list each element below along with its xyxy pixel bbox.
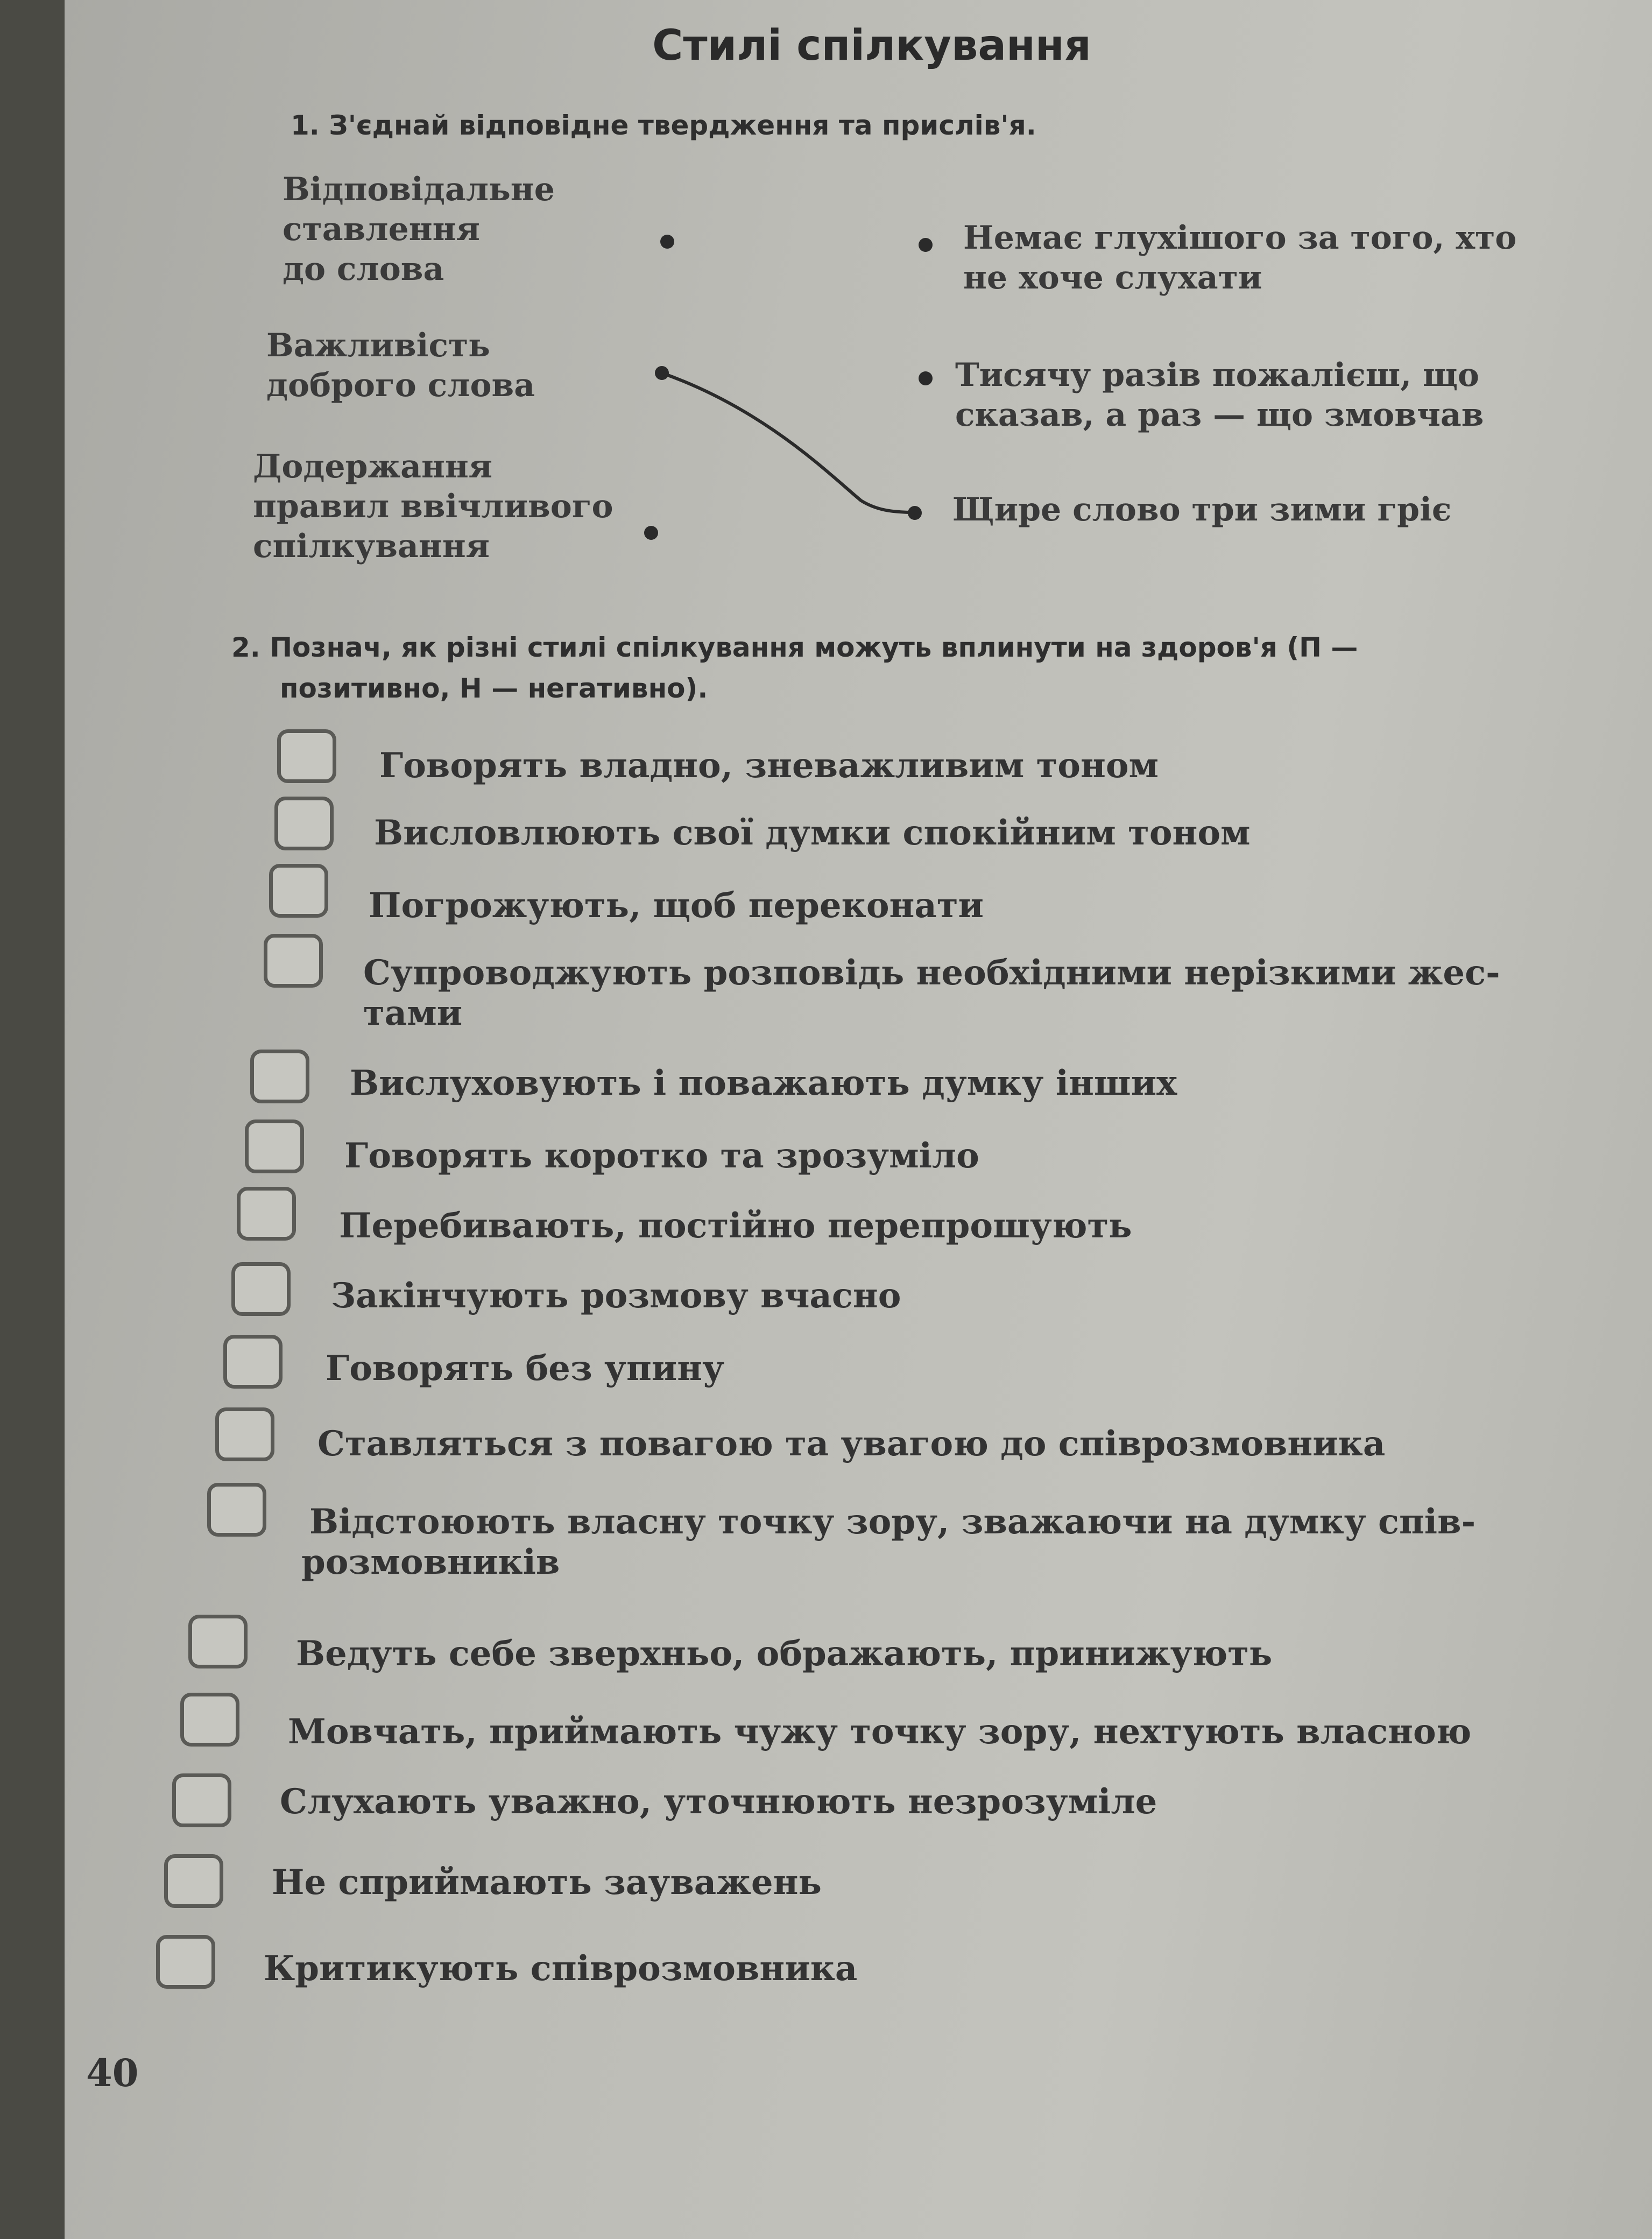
proverb-right-2-line: сказав, а раз — що змовчав <box>955 396 1484 434</box>
style-item: Вислуховують і поважають думку інших <box>350 1063 1177 1103</box>
task2-heading-line: 2. Познач, як різні стилі спілкування можуть вплинути на здоров'я (П — <box>231 632 1358 663</box>
statement-left-1-line: Відповідальне <box>283 171 555 208</box>
style-item: Ставляться з повагою та увагою до співрозмовника <box>317 1424 1386 1464</box>
proverb-right-1-line: не хоче слухати <box>963 259 1262 297</box>
style-item: Ведуть себе зверхньо, ображають, принижують <box>296 1634 1273 1674</box>
statement-left-2-line: доброго слова <box>266 367 535 404</box>
proverb-right-3-line: Щире слово три зими гріє <box>952 491 1452 529</box>
answer-box[interactable] <box>172 1773 231 1827</box>
style-item: Говорять владно, зневажливим тоном <box>379 745 1159 786</box>
answer-box[interactable] <box>250 1050 309 1103</box>
task1-heading: 1. З'єднай відповідне твердження та прислів'я. <box>291 110 1036 141</box>
style-item: Мовчать, приймають чужу точку зору, нехтують власною <box>288 1712 1472 1752</box>
answer-box[interactable] <box>274 797 334 850</box>
answer-box[interactable] <box>215 1407 274 1461</box>
answer-box[interactable] <box>264 934 323 988</box>
statement-left-3-line: правил ввічливого <box>253 488 613 525</box>
answer-box[interactable] <box>269 864 328 918</box>
style-item: Висловлюють свої думки спокійним тоном <box>374 813 1251 853</box>
style-item: Супроводжують розповідь необхідними нерізкими жес- <box>363 953 1500 993</box>
answer-box[interactable] <box>237 1187 296 1241</box>
style-item: Закінчують розмову вчасно <box>331 1276 901 1316</box>
answer-box[interactable] <box>231 1262 291 1316</box>
style-item: Слухають уважно, уточнюють незрозуміле <box>280 1782 1157 1822</box>
answer-box[interactable] <box>180 1693 239 1747</box>
style-item: Говорять без упину <box>326 1348 725 1389</box>
statement-left-3-line: спілкування <box>253 527 490 565</box>
statement-left-1-line: ставлення <box>283 210 480 248</box>
answer-box[interactable] <box>164 1854 223 1908</box>
proverb-right-2-line: Тисячу разів пожалієш, що <box>955 356 1479 394</box>
style-item: Погрожують, щоб переконати <box>369 885 984 926</box>
style-item: Перебивають, постійно перепрошують <box>339 1206 1132 1246</box>
style-item: Не сприймають зауважень <box>272 1862 822 1903</box>
style-item-continued: розмовників <box>301 1542 560 1582</box>
statement-left-1-line: до слова <box>283 250 444 288</box>
answer-box[interactable] <box>156 1935 215 1989</box>
style-item: Говорять коротко та зрозуміло <box>344 1136 979 1176</box>
answer-box[interactable] <box>277 729 336 783</box>
answer-box[interactable] <box>245 1120 304 1173</box>
statement-left-3-line: Додержання <box>253 448 493 485</box>
worksheet-page <box>65 0 1652 2239</box>
answer-box[interactable] <box>223 1335 283 1389</box>
page-title: Стилі спілкування <box>652 22 1091 70</box>
style-item: Відстоюють власну точку зору, зважаючи на думку спів- <box>309 1502 1476 1542</box>
answer-box[interactable] <box>188 1615 248 1668</box>
statement-left-2-line: Важливість <box>266 327 490 364</box>
style-item-continued: тами <box>363 993 463 1033</box>
style-item: Критикують співрозмовника <box>264 1948 858 1989</box>
task2-heading <box>231 627 1358 709</box>
page-number: 40 <box>86 2051 139 2095</box>
task2-heading-line: позитивно, Н — негативно). <box>280 673 708 704</box>
answer-box[interactable] <box>207 1483 266 1537</box>
proverb-right-1-line: Немає глухішого за того, хто <box>963 219 1517 257</box>
drawn-match-line <box>65 0 1652 592</box>
